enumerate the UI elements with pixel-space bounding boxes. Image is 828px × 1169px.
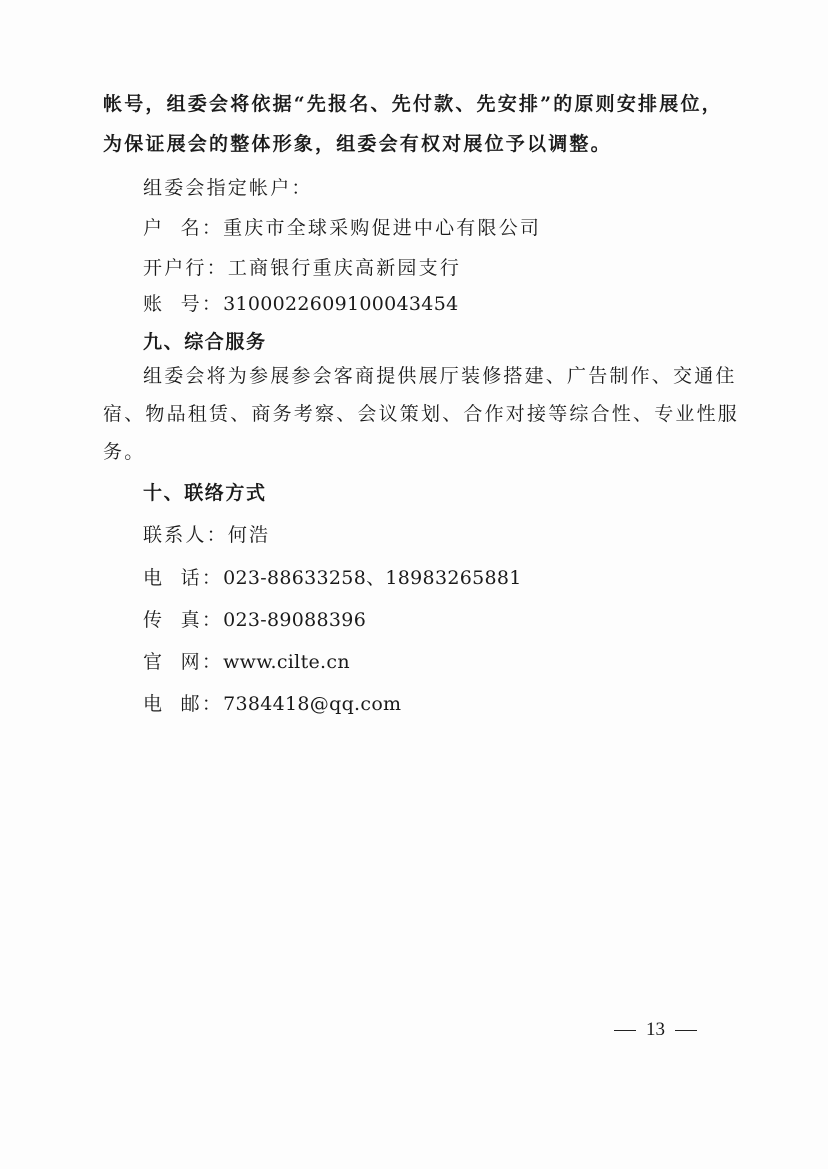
fax-row — [143, 608, 366, 632]
account-name-label: 户 名： — [143, 217, 224, 239]
fax-value: 023-89088396 — [223, 609, 367, 631]
page-number-dash-right — [675, 1030, 697, 1031]
website-value: www.cilte.cn — [223, 651, 350, 673]
intro-line-2: 为保证展会的整体形象，组委会有权对展位予以调整。 — [103, 133, 612, 155]
page-number — [604, 1018, 707, 1042]
section-9-line-1: 组委会将为参展参会客商提供展厅装修搭建、广告制作、交通住 — [143, 365, 737, 387]
contact-label: 联系人： — [143, 524, 228, 546]
page-number-dash-left — [614, 1030, 636, 1031]
account-name-row — [143, 216, 541, 240]
account-bank-row — [143, 256, 461, 280]
phone-row — [143, 566, 522, 590]
email-value: 7384418@qq.com — [223, 693, 402, 715]
section-9-line-2: 宿、物品租赁、商务考察、会议策划、合作对接等综合性、专业性服 — [103, 403, 740, 425]
email-row — [143, 692, 401, 716]
email-label: 电 邮： — [143, 693, 224, 715]
fax-label: 传 真： — [143, 609, 224, 631]
website-row — [143, 650, 350, 674]
page-number-value: 13 — [646, 1019, 665, 1040]
section-9-line-3: 务。 — [103, 441, 146, 463]
intro-line-1: 帐号，组委会将依据“先报名、先付款、先安排”的原则安排展位， — [103, 93, 723, 115]
website-label: 官 网： — [143, 651, 224, 673]
phone-value: 023-88633258、18983265881 — [223, 567, 522, 589]
section-9-heading: 九、综合服务 — [143, 331, 267, 353]
contact-row — [143, 523, 270, 547]
section-10-heading: 十、联络方式 — [143, 482, 267, 504]
account-title: 组委会指定帐户： — [143, 177, 313, 199]
account-bank-value: 工商银行重庆高新园支行 — [227, 257, 462, 279]
account-bank-label: 开户行： — [143, 257, 228, 279]
account-number-value: 3100022609100043454 — [223, 293, 459, 315]
account-number-label: 账 号： — [143, 293, 224, 315]
account-number-row — [143, 292, 458, 316]
contact-value: 何浩 — [227, 524, 271, 546]
account-name-value: 重庆市全球采购促进中心有限公司 — [223, 217, 542, 239]
phone-label: 电 话： — [143, 567, 224, 589]
